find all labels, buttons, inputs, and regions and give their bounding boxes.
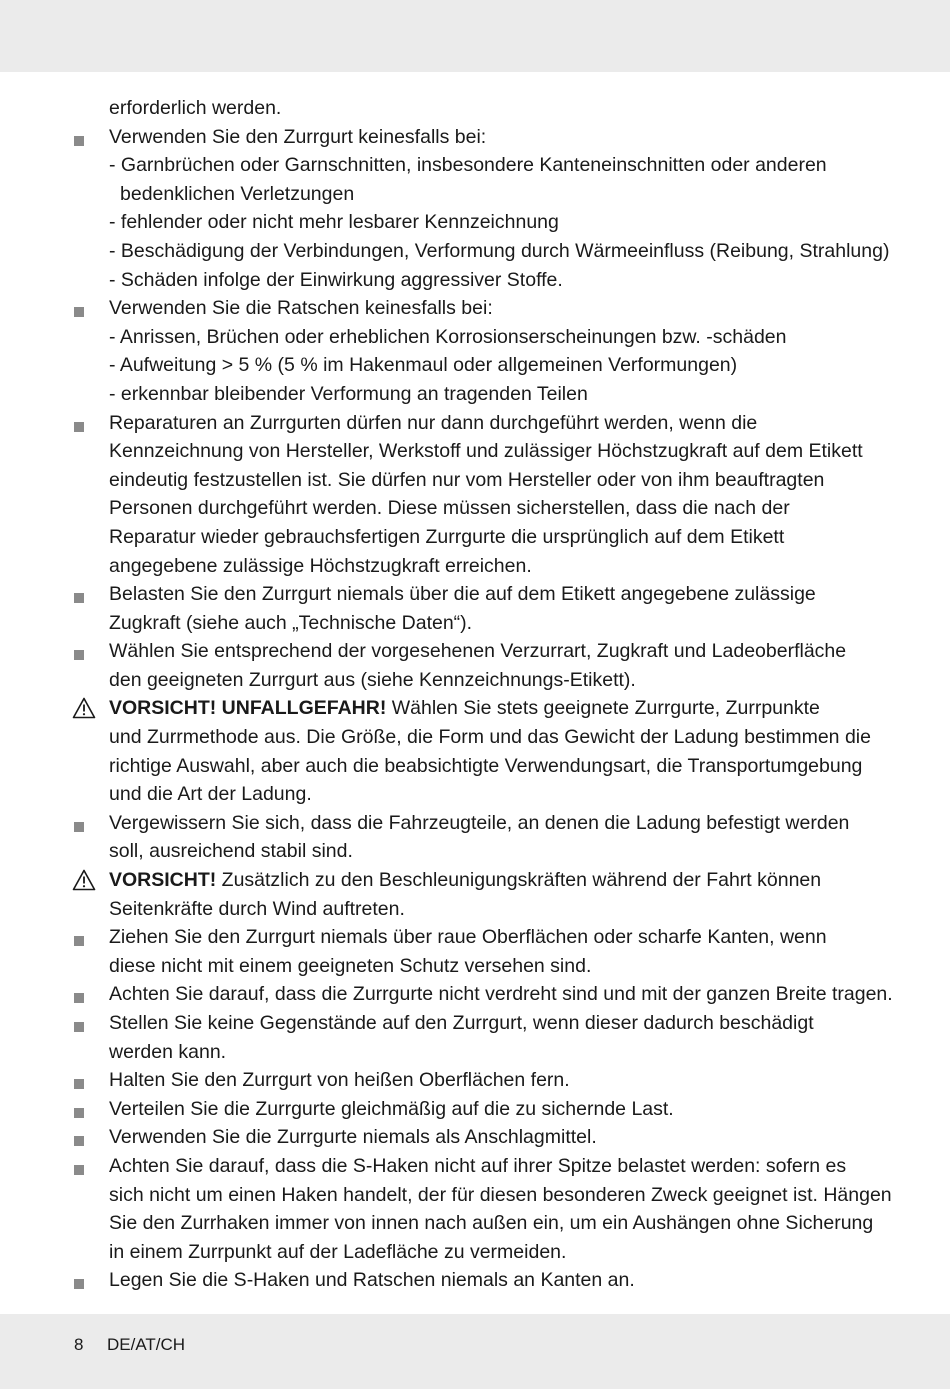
- line-text: in einem Zurrpunkt auf der Ladefläche zu vermeiden.: [109, 1240, 567, 1263]
- line-text: Verwenden Sie den Zurrgurt keinesfalls bei:: [109, 125, 487, 148]
- text-line: [0, 580, 950, 609]
- line-text: sich nicht um einen Haken handelt, der für diesen besonderen Zweck geeignet ist. Hängen: [109, 1183, 892, 1206]
- text-line: [0, 552, 950, 581]
- header-band: [0, 0, 950, 72]
- text-line: [0, 437, 950, 466]
- text-line: [0, 895, 950, 924]
- line-text: diese nicht mit einem geeigneten Schutz versehen sind.: [109, 954, 592, 977]
- line-text: [109, 694, 820, 723]
- line-text: - erkennbar bleibender Verformung an tragenden Teilen: [109, 382, 588, 405]
- text-line: [0, 351, 950, 380]
- text-line: [0, 723, 950, 752]
- warning-triangle-icon: [72, 869, 96, 891]
- line-text: angegebene zulässige Höchstzugkraft erreichen.: [109, 554, 532, 577]
- text-line: [0, 294, 950, 323]
- line-text: soll, ausreichend stabil sind.: [109, 840, 353, 863]
- footer-language: DE/AT/CH: [107, 1335, 186, 1354]
- square-bullet-icon: [74, 1079, 84, 1089]
- square-bullet-icon: [74, 650, 84, 660]
- line-text: und die Art der Ladung.: [109, 783, 312, 806]
- text-line: [0, 637, 950, 666]
- line-text: Belasten Sie den Zurrgurt niemals über die auf dem Etikett angegebene zulässige: [109, 583, 816, 606]
- text-line: [0, 323, 950, 352]
- text-line: [0, 409, 950, 438]
- line-text: erforderlich werden.: [109, 97, 282, 119]
- text-line: [0, 1181, 950, 1210]
- text-line: [0, 1066, 950, 1095]
- text-line: [0, 237, 950, 266]
- line-text: Reparaturen an Zurrgurten dürfen nur dann durchgeführt werden, wenn die: [109, 411, 758, 434]
- text-line: [0, 208, 950, 237]
- line-text: Verteilen Sie die Zurrgurte gleichmäßig auf die zu sichernde Last.: [109, 1097, 674, 1120]
- line-text: den geeigneten Zurrgurt aus (siehe Kennzeichnungs-Etikett).: [109, 668, 636, 691]
- document-body: [0, 94, 950, 1295]
- text-line: [0, 780, 950, 809]
- line-text: - Garnbrüchen oder Garnschnitten, insbesondere Kanteneinschnitten oder anderen: [109, 154, 827, 177]
- text-line: [0, 837, 950, 866]
- text-line: [0, 1095, 950, 1124]
- square-bullet-icon: [74, 1022, 84, 1032]
- square-bullet-icon: [74, 1165, 84, 1175]
- text-line: [0, 466, 950, 495]
- text-line: [0, 1266, 950, 1295]
- square-bullet-icon: [74, 1136, 84, 1146]
- line-text: eindeutig festzustellen ist. Sie dürfen nur vom Hersteller oder von ihm beauftragten: [109, 468, 825, 491]
- text-line: [0, 952, 950, 981]
- text-line: [0, 523, 950, 552]
- square-bullet-icon: [74, 993, 84, 1003]
- text-line: [0, 923, 950, 952]
- line-text: Halten Sie den Zurrgurt von heißen Oberflächen fern.: [109, 1069, 570, 1092]
- text-line: [0, 94, 950, 123]
- text-line: [0, 494, 950, 523]
- line-text: Zugkraft (siehe auch „Technische Daten“).: [109, 611, 473, 634]
- text-line: [0, 1152, 950, 1181]
- square-bullet-icon: [74, 936, 84, 946]
- line-text: Seitenkräfte durch Wind auftreten.: [109, 897, 405, 920]
- line-text: - fehlender oder nicht mehr lesbarer Kennzeichnung: [109, 211, 559, 234]
- square-bullet-icon: [74, 1279, 84, 1289]
- square-bullet-icon: [74, 1108, 84, 1118]
- line-text: - Schäden infolge der Einwirkung aggressiver Stoffe.: [109, 268, 563, 291]
- text-line: [0, 1238, 950, 1267]
- text-line: [0, 1038, 950, 1067]
- line-text: und Zurrmethode aus. Die Größe, die Form und das Gewicht der Ladung bestimmen die: [109, 726, 871, 749]
- line-text: Wählen Sie entsprechend der vorgesehenen Verzurrart, Zugkraft und Ladeoberfläche: [109, 640, 847, 663]
- line-text: richtige Auswahl, aber auch die beabsichtigte Verwendungsart, die Transportumgebung: [109, 754, 863, 777]
- text-line: [0, 809, 950, 838]
- line-text: Personen durchgeführt werden. Diese müssen sicherstellen, dass die nach der: [109, 497, 790, 520]
- text-line: [0, 380, 950, 409]
- line-text: Legen Sie die S-Haken und Ratschen niemals an Kanten an.: [109, 1269, 635, 1292]
- line-text: Achten Sie darauf, dass die Zurrgurte nicht verdreht sind und mit der ganzen Breite tragen.: [109, 983, 893, 1006]
- line-text: Kennzeichnung von Hersteller, Werkstoff und zulässiger Höchstzugkraft auf dem Etikett: [109, 440, 863, 463]
- text-line: [0, 123, 950, 152]
- line-text: Stellen Sie keine Gegenstände auf den Zurrgurt, wenn dieser dadurch beschädigt: [109, 1012, 814, 1034]
- line-text: - Anrissen, Brüchen oder erheblichen Korrosionserscheinungen bzw. -schäden: [109, 325, 787, 348]
- line-text: Reparatur wieder gebrauchsfertigen Zurrgurte die ursprünglich auf dem Etikett: [109, 525, 785, 548]
- text-line: [0, 694, 950, 723]
- square-bullet-icon: [74, 307, 84, 317]
- line-text: Sie den Zurrhaken immer von innen nach außen ein, um ein Aushängen ohne Sicherung: [109, 1212, 874, 1235]
- text-line: [0, 1209, 950, 1238]
- text-line: [0, 1123, 950, 1152]
- text-line: [0, 1009, 950, 1038]
- line-text: werden kann.: [109, 1040, 227, 1063]
- line-text: bedenklichen Verletzungen: [120, 182, 355, 205]
- warning-label: VORSICHT!: [109, 869, 217, 892]
- square-bullet-icon: [74, 593, 84, 603]
- text-line: [0, 752, 950, 781]
- square-bullet-icon: [74, 136, 84, 146]
- page-number: 8: [74, 1335, 84, 1354]
- text-line: [0, 266, 950, 295]
- warning-text: Wählen Sie stets geeignete Zurrgurte, Zurrpunkte: [386, 697, 820, 720]
- line-text: - Aufweitung > 5 % (5 % im Hakenmaul oder allgemeinen Verformungen): [109, 354, 738, 377]
- text-line: [0, 609, 950, 638]
- line-text: Vergewissern Sie sich, dass die Fahrzeugteile, an denen die Ladung befestigt werden: [109, 811, 850, 834]
- line-text: [109, 866, 821, 895]
- warning-text: Zusätzlich zu den Beschleunigungskräften während der Fahrt können: [216, 869, 822, 892]
- text-line: [0, 866, 950, 895]
- line-text: Verwenden Sie die Ratschen keinesfalls bei:: [109, 297, 493, 320]
- line-text: Verwenden Sie die Zurrgurte niemals als Anschlagmittel.: [109, 1126, 597, 1149]
- text-line: [0, 666, 950, 695]
- square-bullet-icon: [74, 822, 84, 832]
- warning-triangle-icon: [72, 697, 96, 719]
- text-line: [0, 980, 950, 1009]
- line-text: - Beschädigung der Verbindungen, Verformung durch Wärmeeinfluss (Reibung, Strahlung): [109, 239, 890, 262]
- line-text: Ziehen Sie den Zurrgurt niemals über raue Oberflächen oder scharfe Kanten, wenn: [109, 926, 827, 949]
- line-text: Achten Sie darauf, dass die S-Haken nicht auf ihrer Spitze belastet werden: sofern es: [109, 1154, 847, 1177]
- warning-label: VORSICHT! UNFALLGEFAHR!: [109, 697, 387, 720]
- text-line: [0, 180, 950, 209]
- text-line: [0, 151, 950, 180]
- square-bullet-icon: [74, 422, 84, 432]
